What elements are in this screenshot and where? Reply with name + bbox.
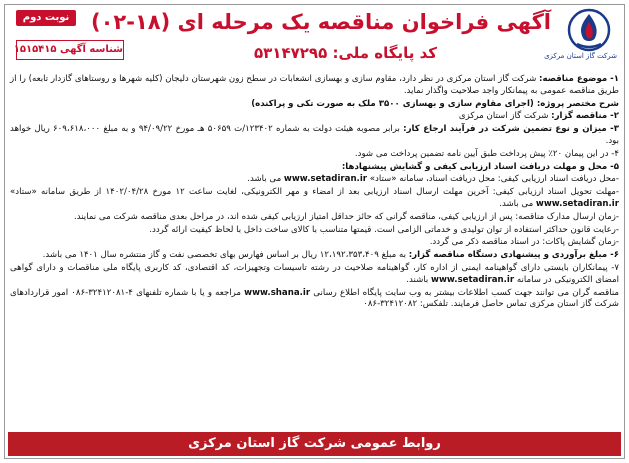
section-guarantee — [10, 124, 619, 148]
shana-link[interactable]: www.shana.ir — [244, 287, 311, 298]
section-subject — [10, 74, 619, 98]
documents-deadline — [10, 187, 619, 211]
notice-header — [8, 6, 621, 72]
section-tenderer — [10, 111, 619, 123]
national-code: کد پایگاه ملی: ۵۳۱۴۷۲۹۵ — [254, 44, 437, 62]
notice-body — [10, 74, 619, 312]
subject-label: ۱- موضوع مناقصه: — [539, 74, 619, 84]
logo-caption: شرکت گاز استان مرکزی — [544, 52, 617, 60]
guarantee-label: ۳- میزان و نوع تضمین شرکت در فرآیند ارجاع کار: — [403, 124, 619, 135]
domestic-production-note: -رعایت قانون حداکثر استفاده از توان تولیدی و خدماتی الزامی است. قیمتها متناسب با کالای ساخت داخل با لحاظ کیفیت ارائه گردد. — [149, 224, 619, 235]
section-prepayment: ۴- در این پیمان ۲۰٪ پیش پرداخت طبق آیین نامه تضمین پرداخت می شود. — [354, 148, 619, 159]
documents-location-tail: می باشد. — [247, 174, 284, 185]
notice-title: آگهی فراخوان مناقصه یک مرحله ای (۱۸-۰۲) — [90, 10, 551, 34]
guarantee-text: برابر مصوبه هیئت دولت به شماره ۱۲۳۴۰۲/ت ۵۰۶۵۹ هـ مورخ ۹۴/۰۹/۲۲ و به مبلغ ۶۰۹،۶۱۸،۰۰۰ ریال خواهد بود. — [10, 124, 619, 146]
gas-flame-logo-icon — [567, 8, 611, 52]
company-logo — [544, 8, 617, 68]
requirements-text: ۷- پیمانکاران بایستی دارای گواهینامه ایمنی از اداره کار، گواهینامه صلاحیت در رشته تاسیسات وتجهیزات، کد اقتصادی، کد کاربری پایگاه ملی مناقصات و دارای گواهی امضای الکترونیکی در سامانه — [10, 262, 619, 285]
section-contact — [10, 288, 619, 312]
setad-link-2[interactable]: www.setadiran.ir — [535, 198, 619, 209]
documents-location — [10, 174, 619, 186]
tenderer-text: شرکت گاز استان مرکزی — [458, 111, 552, 122]
project-summary: شرح مختصر پروژه: (اجرای مقاوم سازی و بهسازی ۳۵۰۰ ملک به صورت تکی و پراکنده) — [251, 98, 619, 109]
tenderer-label: ۲- مناقصه گزار: — [551, 111, 619, 122]
documents-deadline-text: -مهلت تحویل اسناد ارزیابی کیفی: آخرین مهلت ارسال اسناد ارزیابی بعد از امضاء و مهر الکترونیکی، لغایت ساعت ۱۲ مورخ ۱۴۰۲/۰۴/۲۸ از طریق سامانه «ستاد» — [10, 187, 619, 198]
notice-id-badge: شناسه آگهی ۱۵۱۵۴۱۵ — [16, 40, 124, 60]
opening-time-note: -زمان گشایش پاکات: در اسناد مناقصه ذکر می گردد. — [429, 237, 619, 248]
subject-text: شرکت گاز استان مرکزی در نظر دارد، مقاوم سازی و بهسازی انشعابات در سطح زون شهرستان دلیجان (کلیه شهرها و روستاهای گازدار تابعه) را از طریق مناقصه عمومی به پیمانکار واجد صلاحیت واگذار نماید. — [10, 74, 619, 96]
estimate-text: به مبلغ ۱۲،۱۹۲،۳۵۳،۴۰۹ ریال بر اساس فهارس بهای تخصصی نفت و گاز منتشره سال ۱۴۰۱ می باشد. — [42, 250, 409, 261]
setad-link-3[interactable]: www.setadiran.ir — [431, 274, 515, 285]
requirements-tail: باشند. — [406, 274, 432, 285]
documents-location-text: -محل دریافت اسناد ارزیابی کیفی: محل دریافت اسناد، سامانه «ستاد» — [369, 174, 619, 185]
section-requirements — [10, 263, 619, 287]
setad-link[interactable]: www.setadiran.ir — [283, 174, 368, 185]
documents-submission-time: -زمان ارسال مدارک مناقصه: پس از ارزیابی کیفی، مناقصه گرانی که حائز حداقل امتیاز ارزیابی کیفی شده اند، در مراحل بعدی مناقصه شرکت می نمایند. — [73, 211, 619, 222]
estimate-label: ۶- مبلغ برآوردی و پیشنهادی دستگاه مناقصه گزار: — [408, 250, 619, 261]
public-relations-footer: روابط عمومی شرکت گاز استان مرکزی — [8, 432, 621, 456]
round-badge: نوبت دوم — [16, 10, 76, 26]
contact-tail: مراجعه و یا با شماره تلفنهای ۴-۳۲۴۱۲۰۸۱-۰۸۶ امور قراردادهای شرکت گاز استان مرکزی تماس حاصل فرمایند. تلفکس: ۳۲۴۱۲۰۸۲-۰۸۶ — [10, 287, 619, 310]
documents-deadline-tail: می باشد. — [499, 198, 536, 209]
contact-text: مناقصه گران می توانند جهت کسب اطلاعات بیشتر به وب سایت پایگاه اطلاع رسانی — [313, 287, 620, 298]
section-documents-label: ۵- محل و مهلت دریافت اسناد ارزیابی کیفی و گشایش پیشنهادها: — [341, 161, 619, 172]
section-estimate — [10, 250, 619, 262]
